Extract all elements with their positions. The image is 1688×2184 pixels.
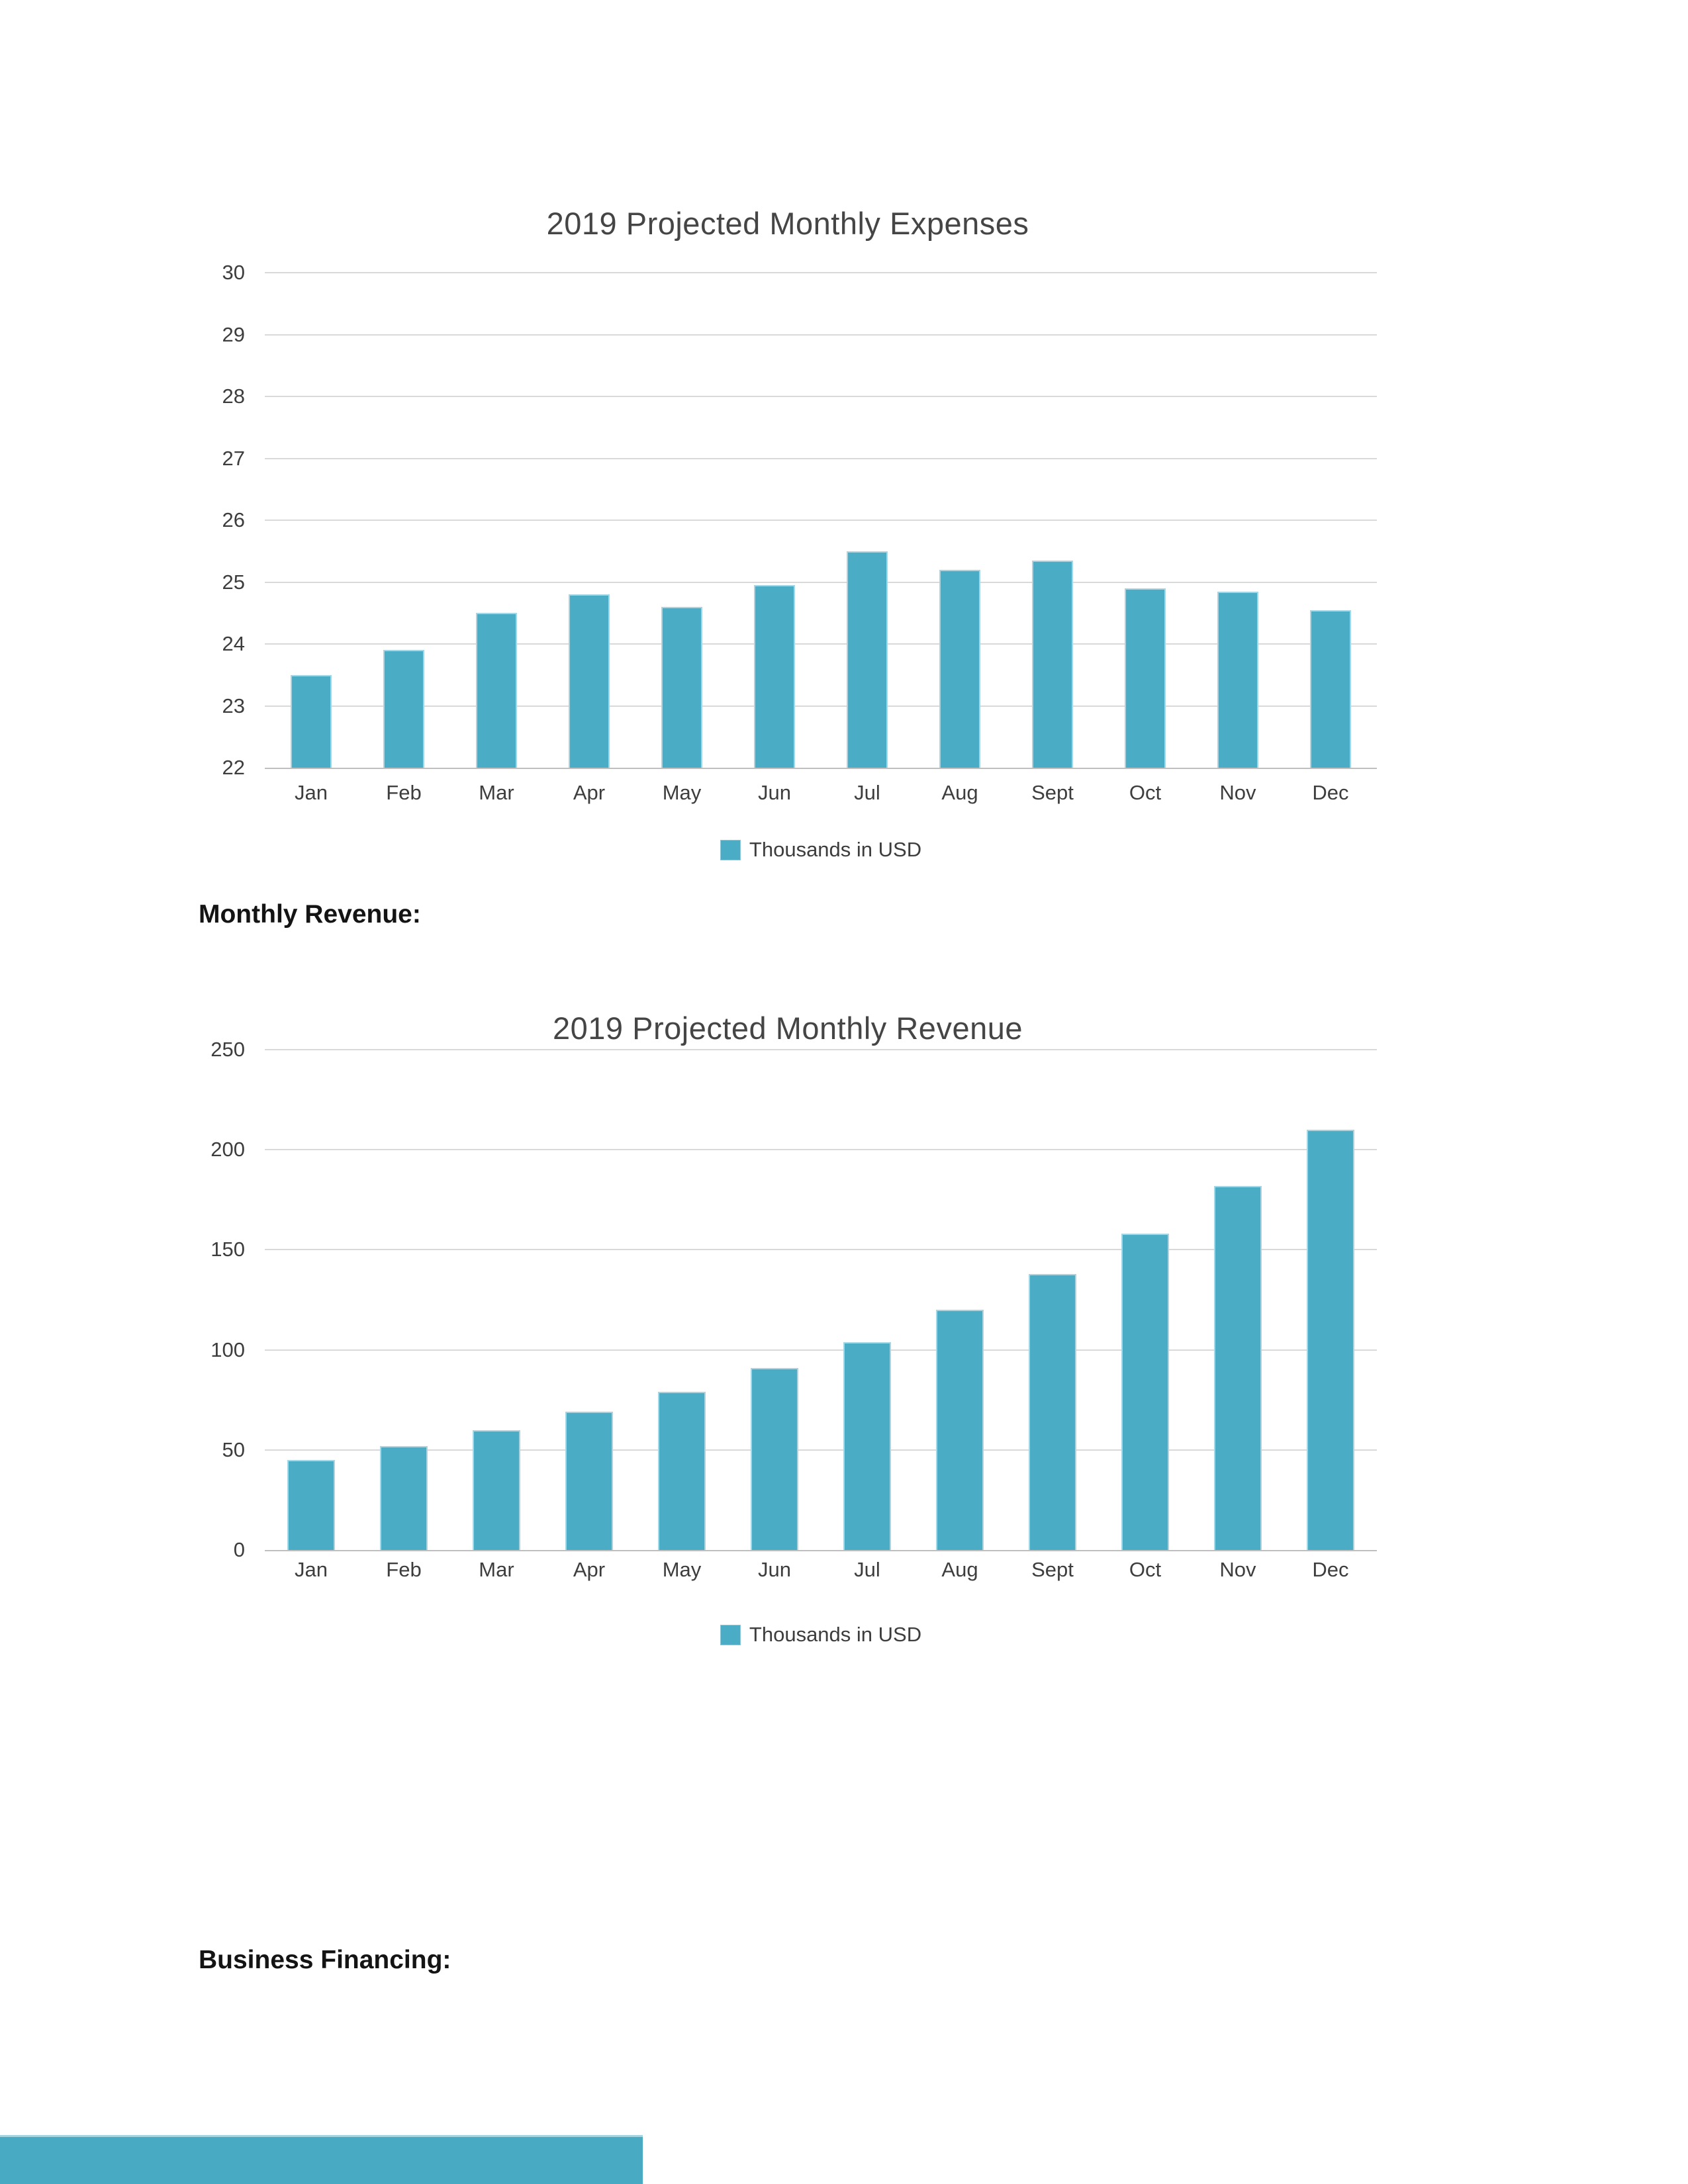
bar-slot-feb [357, 273, 450, 768]
y-tick-label: 28 [222, 385, 245, 408]
bar-slot-jan [265, 273, 357, 768]
month-label-mar: Mar [479, 1558, 514, 1581]
bar-aug [936, 1310, 984, 1550]
y-tick-label: 24 [222, 632, 245, 655]
bar-mar [476, 613, 517, 768]
month-label-sept: Sept [1031, 1558, 1074, 1581]
y-tick-label: 150 [211, 1238, 245, 1261]
y-tick-label: 30 [222, 261, 245, 284]
bar-slot-apr [543, 1050, 635, 1550]
month-label-jul: Jul [854, 1558, 880, 1581]
bar-jun [754, 585, 795, 768]
bar-feb [380, 1446, 428, 1550]
y-tick-label: 250 [211, 1038, 245, 1061]
y-tick-label: 25 [222, 570, 245, 594]
legend [265, 838, 1377, 862]
bar-oct [1125, 588, 1166, 768]
y-tick-label: 22 [222, 756, 245, 779]
y-tick-label: 29 [222, 322, 245, 346]
month-label-feb: Feb [386, 781, 422, 804]
bar-aug [939, 570, 980, 768]
month-label-dec: Dec [1312, 1558, 1349, 1581]
y-tick-label: 0 [233, 1538, 245, 1561]
chart-title-expenses: 2019 Projected Monthly Expenses [546, 206, 1029, 241]
bar-dec [1307, 1130, 1354, 1550]
bar-slot-sept [1006, 1050, 1099, 1550]
heading-monthly-revenue: Monthly Revenue: [199, 900, 421, 929]
bar-slot-jun [728, 1050, 821, 1550]
month-label-aug: Aug [941, 1558, 978, 1581]
x-axis-labels [265, 781, 1377, 805]
month-label-apr: Apr [573, 1558, 606, 1581]
bar-slot-jan [265, 1050, 357, 1550]
y-axis-labels [189, 261, 255, 779]
month-label-apr: Apr [573, 781, 606, 804]
month-label-dec: Dec [1312, 781, 1349, 804]
bar-sept [1029, 1274, 1076, 1550]
bar-nov [1217, 592, 1258, 768]
bar-apr [569, 594, 610, 768]
bar-slot-mar [450, 1050, 543, 1550]
bar-series [265, 273, 1377, 768]
bar-slot-jul [821, 1050, 914, 1550]
bar-slot-dec [1284, 273, 1377, 768]
month-label-sept: Sept [1031, 781, 1074, 804]
bar-may [661, 607, 702, 768]
month-label-oct: Oct [1129, 1558, 1162, 1581]
bar-dec [1310, 610, 1351, 768]
x-axis-labels [265, 1558, 1377, 1582]
bar-series [265, 1050, 1377, 1550]
y-tick-label: 50 [222, 1437, 245, 1461]
month-label-aug: Aug [941, 781, 978, 804]
y-tick-label: 200 [211, 1138, 245, 1161]
bar-jul [843, 1342, 891, 1550]
bar-apr [565, 1412, 613, 1550]
bar-slot-may [635, 1050, 728, 1550]
footer-accent-bar [0, 2135, 643, 2184]
y-tick-label: 100 [211, 1338, 245, 1361]
bar-oct [1121, 1234, 1169, 1550]
bar-slot-sept [1006, 273, 1099, 768]
bar-slot-apr [543, 273, 635, 768]
bar-jan [287, 1460, 335, 1550]
bar-slot-dec [1284, 1050, 1377, 1550]
bar-sept [1032, 561, 1073, 768]
bar-slot-jul [821, 273, 914, 768]
bar-slot-aug [914, 1050, 1006, 1550]
month-label-may: May [662, 1558, 702, 1581]
bar-may [658, 1392, 706, 1550]
legend-swatch-icon [720, 1625, 741, 1645]
y-tick-label: 26 [222, 508, 245, 531]
heading-business-financing: Business Financing: [199, 1946, 451, 1974]
month-label-nov: Nov [1219, 781, 1256, 804]
bar-feb [383, 650, 424, 768]
legend [265, 1623, 1377, 1647]
bar-slot-oct [1099, 273, 1192, 768]
legend-label: Thousands in USD [749, 838, 922, 861]
month-label-jun: Jun [758, 1558, 791, 1581]
bar-slot-may [635, 273, 728, 768]
month-label-jan: Jan [295, 1558, 328, 1581]
bar-mar [473, 1430, 520, 1550]
chart-title-revenue: 2019 Projected Monthly Revenue [553, 1011, 1023, 1046]
bar-slot-nov [1192, 273, 1284, 768]
month-label-feb: Feb [386, 1558, 422, 1581]
bar-jun [751, 1368, 798, 1550]
plot-area-revenue [265, 1050, 1377, 1551]
bar-jul [847, 551, 888, 768]
y-tick-label: 27 [222, 446, 245, 470]
y-tick-label: 23 [222, 694, 245, 717]
bar-slot-nov [1192, 1050, 1284, 1550]
bar-slot-oct [1099, 1050, 1192, 1550]
y-axis-labels [189, 1038, 255, 1561]
bar-nov [1214, 1186, 1262, 1550]
month-label-mar: Mar [479, 781, 514, 804]
bar-slot-feb [357, 1050, 450, 1550]
plot-area-expenses [265, 273, 1377, 769]
bar-slot-mar [450, 273, 543, 768]
legend-swatch-icon [720, 840, 741, 860]
bar-slot-aug [914, 273, 1006, 768]
month-label-jul: Jul [854, 781, 880, 804]
bar-slot-jun [728, 273, 821, 768]
bar-jan [291, 675, 332, 768]
month-label-jun: Jun [758, 781, 791, 804]
month-label-jan: Jan [295, 781, 328, 804]
legend-label: Thousands in USD [749, 1623, 922, 1646]
month-label-nov: Nov [1219, 1558, 1256, 1581]
month-label-may: May [662, 781, 702, 804]
month-label-oct: Oct [1129, 781, 1162, 804]
